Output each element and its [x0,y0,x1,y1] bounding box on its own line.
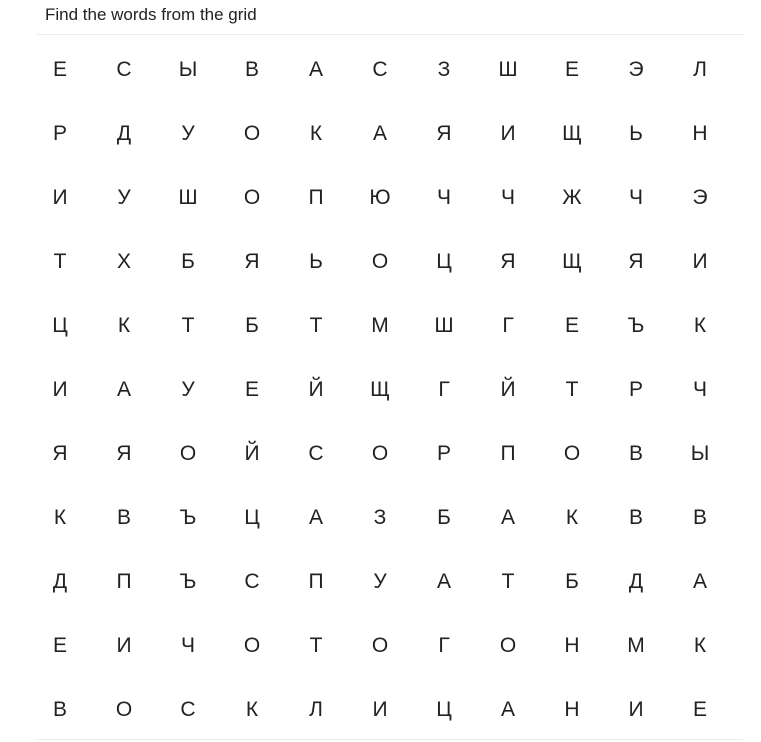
grid-cell[interactable]: Г [438,634,450,657]
grid-cell[interactable]: У [117,186,131,209]
grid-cell[interactable]: Й [308,378,324,401]
grid-cell[interactable]: Я [116,442,132,465]
grid-cell[interactable]: Ц [52,314,68,337]
grid-cell[interactable]: И [116,634,132,657]
grid-cell[interactable]: Г [438,378,450,401]
grid-cell[interactable]: Щ [370,378,390,401]
footer-divider [37,739,743,740]
grid-cell[interactable]: Д [628,570,644,593]
grid-cell[interactable]: Г [502,314,514,337]
grid-cell[interactable]: Т [565,378,579,401]
grid-cell[interactable]: В [244,58,259,81]
grid-cell[interactable]: Е [564,58,579,81]
grid-cell[interactable]: Я [500,250,516,273]
grid-cell[interactable]: Л [693,58,707,81]
grid-cell[interactable]: О [563,442,581,465]
grid-cell[interactable]: Е [52,634,67,657]
grid-cell[interactable]: Ч [629,186,643,209]
grid-cell[interactable]: Ч [693,378,707,401]
grid-cell[interactable]: Ы [178,58,198,81]
grid-cell[interactable]: С [372,58,388,81]
grid-cell[interactable]: Т [181,314,195,337]
grid-cell[interactable]: Б [181,250,195,273]
grid-cell[interactable]: О [243,186,261,209]
instruction-text: Find the words from the grid [45,5,257,24]
grid-cell[interactable]: Ш [434,314,454,337]
grid-cell[interactable]: Я [436,122,452,145]
grid-cell[interactable]: П [308,186,324,209]
grid-cell[interactable]: Е [52,58,67,81]
grid-cell[interactable]: С [180,698,196,721]
grid-cell[interactable]: А [308,58,323,81]
grid-cell[interactable]: К [245,698,259,721]
grid-cell[interactable]: З [437,58,451,81]
grid-cell[interactable]: О [499,634,517,657]
grid-cell[interactable]: С [308,442,324,465]
grid-cell[interactable]: Ю [369,186,391,209]
grid-cell[interactable]: Ч [437,186,451,209]
grid-cell[interactable]: И [692,250,708,273]
grid-cell[interactable]: Ч [501,186,515,209]
grid-cell[interactable]: Ц [244,506,260,529]
grid-cell[interactable]: К [117,314,131,337]
grid-cell[interactable]: С [244,570,260,593]
grid-cell[interactable]: А [692,570,707,593]
grid-cell[interactable]: Д [52,570,68,593]
grid-cell[interactable]: Д [116,122,132,145]
grid-cell[interactable]: О [115,698,133,721]
grid-cell[interactable]: Щ [562,122,582,145]
grid-cell[interactable]: Ь [309,250,323,273]
grid-cell[interactable]: М [627,634,645,657]
word-search-grid[interactable] [28,38,732,742]
header-divider [37,34,743,35]
grid-cell[interactable]: У [181,122,195,145]
grid-cell[interactable]: О [243,122,261,145]
grid-cell[interactable]: Е [564,314,579,337]
grid-cell[interactable]: Ъ [179,570,197,593]
grid-cell[interactable]: Я [52,442,68,465]
grid-cell[interactable]: Р [52,122,67,145]
grid-cell[interactable]: Б [437,506,451,529]
grid-cell[interactable]: В [628,442,643,465]
grid-cell[interactable]: К [53,506,67,529]
grid-cell[interactable]: Б [245,314,259,337]
grid-cell[interactable]: В [116,506,131,529]
grid-cell[interactable]: П [308,570,324,593]
grid-cell[interactable]: И [52,186,68,209]
grid-cell[interactable]: М [371,314,389,337]
grid-cell[interactable]: Я [628,250,644,273]
grid-cell[interactable]: О [371,250,389,273]
grid-cell[interactable]: Р [628,378,643,401]
grid-cell[interactable]: А [116,378,131,401]
grid-cell[interactable]: И [52,378,68,401]
grid-cell[interactable]: Т [309,634,323,657]
grid-cell[interactable]: О [243,634,261,657]
grid-cell[interactable]: И [628,698,644,721]
grid-cell[interactable]: Ь [629,122,643,145]
grid-cell[interactable]: Н [564,634,580,657]
grid-cell[interactable]: О [371,442,389,465]
grid-cell[interactable]: Э [692,186,708,209]
grid-cell[interactable]: Н [564,698,580,721]
grid-cell[interactable]: Ц [436,250,452,273]
grid-cell[interactable]: У [181,378,195,401]
grid-cell[interactable]: Э [628,58,644,81]
grid-cell[interactable]: А [436,570,451,593]
grid-cell[interactable]: А [308,506,323,529]
grid-cell[interactable]: А [500,506,515,529]
grid-cell[interactable]: В [52,698,67,721]
grid-cell[interactable]: Ж [562,186,582,209]
grid-cell[interactable]: Р [436,442,451,465]
grid-cell[interactable]: И [372,698,388,721]
grid-cell[interactable]: Е [244,378,259,401]
grid-cell[interactable]: Ч [181,634,195,657]
grid-cell[interactable]: З [373,506,387,529]
grid-cell[interactable]: И [500,122,516,145]
grid-cell[interactable]: Т [53,250,67,273]
grid-cell[interactable]: Ш [498,58,518,81]
grid-cell[interactable]: Т [501,570,515,593]
grid-cell[interactable]: Т [309,314,323,337]
grid-cell[interactable]: Ъ [179,506,197,529]
grid-cell[interactable]: С [116,58,132,81]
grid-cell[interactable]: У [373,570,387,593]
grid-cell[interactable]: Х [116,250,131,273]
grid-cell[interactable]: О [179,442,197,465]
grid-cell[interactable]: Й [500,378,516,401]
grid-cell[interactable]: А [372,122,387,145]
grid-cell[interactable]: Л [309,698,323,721]
grid-cell[interactable]: В [692,506,707,529]
grid-cell[interactable]: Й [244,442,260,465]
grid-cell[interactable]: Ы [690,442,710,465]
grid-cell[interactable]: К [693,634,707,657]
grid-cell[interactable]: В [628,506,643,529]
grid-cell[interactable]: Б [565,570,579,593]
grid-cell[interactable]: К [693,314,707,337]
grid-cell[interactable]: Ц [436,698,452,721]
grid-cell[interactable]: Ъ [627,314,645,337]
grid-cell[interactable]: О [371,634,389,657]
grid-cell[interactable]: Н [692,122,708,145]
grid-cell[interactable]: К [565,506,579,529]
grid-cell[interactable]: П [116,570,132,593]
grid-cell[interactable]: А [500,698,515,721]
grid-cell[interactable]: Щ [562,250,582,273]
grid-cell[interactable]: П [500,442,516,465]
grid-cell[interactable]: К [309,122,323,145]
grid-cell[interactable]: Я [244,250,260,273]
grid-cell[interactable]: Е [692,698,707,721]
grid-cell[interactable]: Ш [178,186,198,209]
